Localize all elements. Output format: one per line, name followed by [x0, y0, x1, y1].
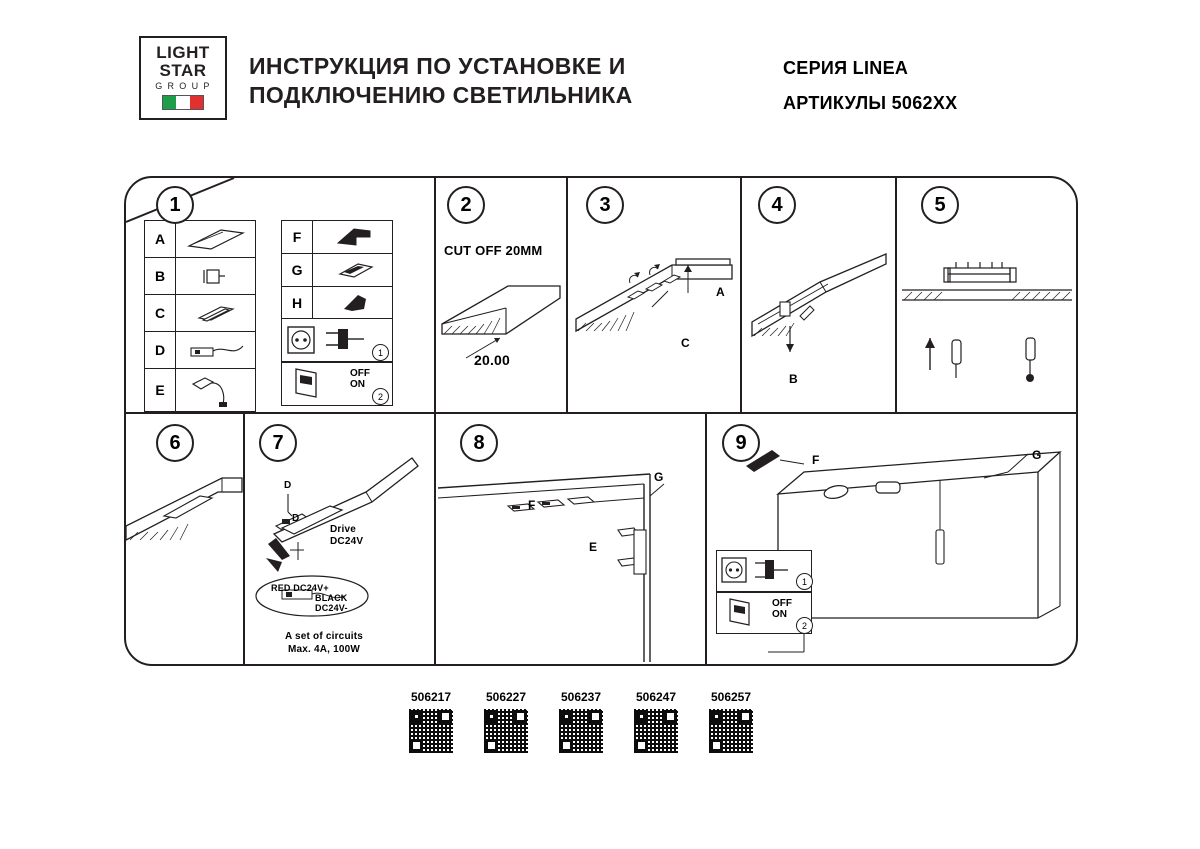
step-7-label-d-top: D [284, 480, 292, 491]
step-3-diagram [572, 235, 736, 365]
part-key-c: C [145, 295, 176, 332]
step-9-power-badge-2: 2 [796, 617, 813, 634]
part-icon-corner-joint [313, 221, 393, 254]
qr-item [625, 690, 687, 753]
step-8-label-e: E [589, 540, 598, 554]
table-row [282, 287, 393, 320]
page-title: ИНСТРУКЦИЯ ПО УСТАНОВКЕ И ПОДКЛЮЧЕНИЮ СВЕТИЛЬНИКА [249, 53, 633, 108]
table-row [145, 332, 256, 369]
page-header [0, 0, 1200, 150]
italian-flag-icon [162, 95, 204, 110]
step-9-switch-on-label: ON [772, 609, 787, 620]
qr-code-row [400, 690, 800, 780]
step-8-label-f: F [528, 498, 536, 512]
qr-label: 506237 [560, 690, 602, 704]
divider-col-4-5 [895, 178, 897, 412]
part-icon-profile-bar [176, 221, 256, 258]
qr-label: 506217 [410, 690, 452, 704]
table-row [282, 221, 393, 254]
step-4-diagram [748, 240, 890, 370]
divider-col-7-8 [434, 412, 436, 664]
qr-label: 506247 [635, 690, 677, 704]
step-7-wire-black [315, 593, 348, 613]
qr-code-image[interactable] [484, 709, 528, 753]
step-6-diagram [126, 452, 244, 572]
part-key-g: G [282, 254, 313, 287]
step-3-label-c: C [681, 336, 690, 350]
step-number-1: 1 [156, 186, 194, 224]
part-icon-end-cap [176, 258, 256, 295]
power-step-1-badge: 1 [372, 344, 389, 361]
table-row [145, 258, 256, 295]
step-9-switch-off-label: OFF [772, 598, 792, 609]
step-number-5: 5 [921, 186, 959, 224]
circuits-line-2: Max. 4A, 100W [287, 644, 361, 655]
articles-label: АРТИКУЛЫ 5062XX [783, 93, 958, 113]
step-2-diagram [436, 268, 564, 388]
part-icon-connector-cable [176, 332, 256, 369]
switch-labels [350, 368, 370, 390]
step-7-wire-red: RED DC24V+ [271, 583, 329, 593]
divider-col-3-4 [740, 178, 742, 412]
qr-code-image[interactable] [559, 709, 603, 753]
power-step-2-badge: 2 [372, 388, 389, 405]
qr-item [550, 690, 612, 753]
qr-item [700, 690, 762, 753]
step-number-7: 7 [259, 424, 297, 462]
part-icon-bracket-plate [176, 295, 256, 332]
brand-logo [139, 36, 227, 120]
part-key-b: B [145, 258, 176, 295]
step-number-9: 9 [722, 424, 760, 462]
step-2-dimension: 20.00 [474, 352, 511, 368]
circuits-line-1: A set of circuits [284, 631, 364, 642]
drive-line-2: DC24V [330, 536, 364, 547]
wire-black-line-1: BLACK [315, 593, 348, 603]
step-9-power-badge-1: 1 [796, 573, 813, 590]
parts-table-right [281, 220, 393, 320]
divider-row-1 [126, 412, 1076, 414]
part-icon-angle-piece [313, 287, 393, 320]
series-label: СЕРИЯ LINEA [783, 58, 909, 78]
step-3-label-a: A [716, 285, 725, 299]
step-number-4: 4 [758, 186, 796, 224]
switch-off-label: OFF [350, 368, 370, 379]
part-key-h: H [282, 287, 313, 320]
step-4-label-b: B [789, 372, 798, 386]
qr-code-image[interactable] [409, 709, 453, 753]
step-8-diagram [438, 440, 704, 664]
wire-black-line-2: DC24V- [315, 603, 348, 613]
step-7-label-d-bottom: D [292, 513, 300, 524]
switch-icon [286, 363, 326, 403]
logo-line-1: LIGHT [156, 43, 210, 62]
step-9-switch-labels [772, 598, 792, 620]
step-2-note: CUT OFF 20MM [444, 243, 543, 258]
qr-item [400, 690, 462, 753]
switch-icon [721, 593, 757, 631]
step-9-label-g: G [1032, 448, 1042, 462]
table-row [282, 254, 393, 287]
step-number-6: 6 [156, 424, 194, 462]
table-row [145, 295, 256, 332]
part-key-f: F [282, 221, 313, 254]
qr-label: 506257 [710, 690, 752, 704]
switch-on-label: ON [350, 379, 365, 390]
qr-item [475, 690, 537, 753]
step-9-label-f: F [812, 453, 820, 467]
step-5-diagram [900, 238, 1074, 408]
parts-table-left [144, 220, 256, 412]
part-icon-power-lead [176, 369, 256, 412]
step-number-3: 3 [586, 186, 624, 224]
table-row [145, 369, 256, 412]
step-number-2: 2 [447, 186, 485, 224]
part-key-d: D [145, 332, 176, 369]
part-icon-clip-mount [313, 254, 393, 287]
step-7-drive-label [330, 524, 363, 548]
socket-icon [717, 551, 809, 589]
logo-line-2: STAR [159, 61, 207, 80]
qr-code-image[interactable] [709, 709, 753, 753]
step-8-label-g: G [654, 470, 664, 484]
divider-col-2-3 [566, 178, 568, 412]
step-number-8: 8 [460, 424, 498, 462]
table-row [145, 221, 256, 258]
logo-group-text: G R O U P [155, 81, 211, 91]
step-7-circuits-note [264, 630, 384, 656]
divider-col-8-9 [705, 412, 707, 664]
qr-code-image[interactable] [634, 709, 678, 753]
part-key-e: E [145, 369, 176, 412]
part-key-a: A [145, 221, 176, 258]
qr-label: 506227 [485, 690, 527, 704]
drive-line-1: Drive [330, 524, 357, 535]
